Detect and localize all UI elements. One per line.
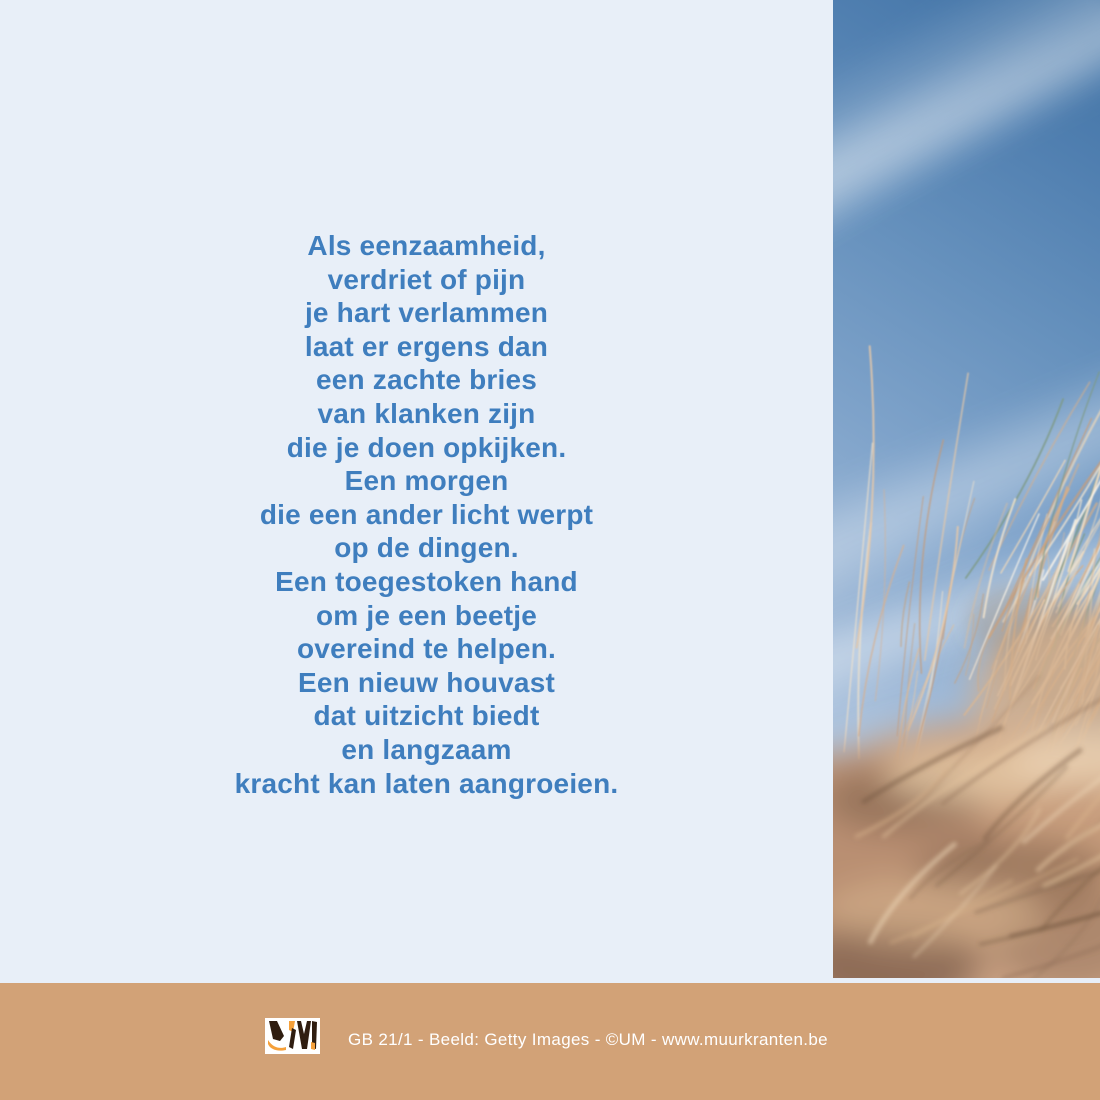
poem-line: van klanken zijn <box>317 397 536 429</box>
poem-line: kracht kan laten aangroeien. <box>234 767 619 799</box>
poem-line: om je een beetje <box>315 599 538 631</box>
poem-line: dat uitzicht biedt <box>313 700 540 732</box>
um-monogram-icon <box>265 1018 320 1054</box>
poem-text <box>10 229 843 800</box>
dune-photo <box>833 0 1100 978</box>
poem-line: laat er ergens dan <box>304 330 549 362</box>
poem-line: op de dingen. <box>334 532 519 564</box>
poem-line: Als eenzaamheid, <box>307 230 546 261</box>
credit-text: GB 21/1 - Beeld: Getty Images - ©UM - www.muurkranten.be <box>348 1030 828 1049</box>
poem-line: je hart verlammen <box>304 297 549 329</box>
poem-line: Een toegestoken hand <box>275 565 578 597</box>
poem-line: overeind te helpen. <box>297 633 556 665</box>
poem-line: een zachte bries <box>315 364 538 396</box>
muurkranten-logo <box>265 1018 320 1054</box>
poem-line: Een nieuw houvast <box>298 666 555 698</box>
poem-line: die je doen opkijken. <box>286 431 567 463</box>
poem-line: Een morgen <box>344 465 509 497</box>
poem-line: en langzaam <box>341 733 512 765</box>
poem-line: die een ander licht werpt <box>259 498 594 530</box>
poem-line: verdriet of pijn <box>327 263 526 295</box>
dune-grass-illustration <box>833 0 1100 978</box>
